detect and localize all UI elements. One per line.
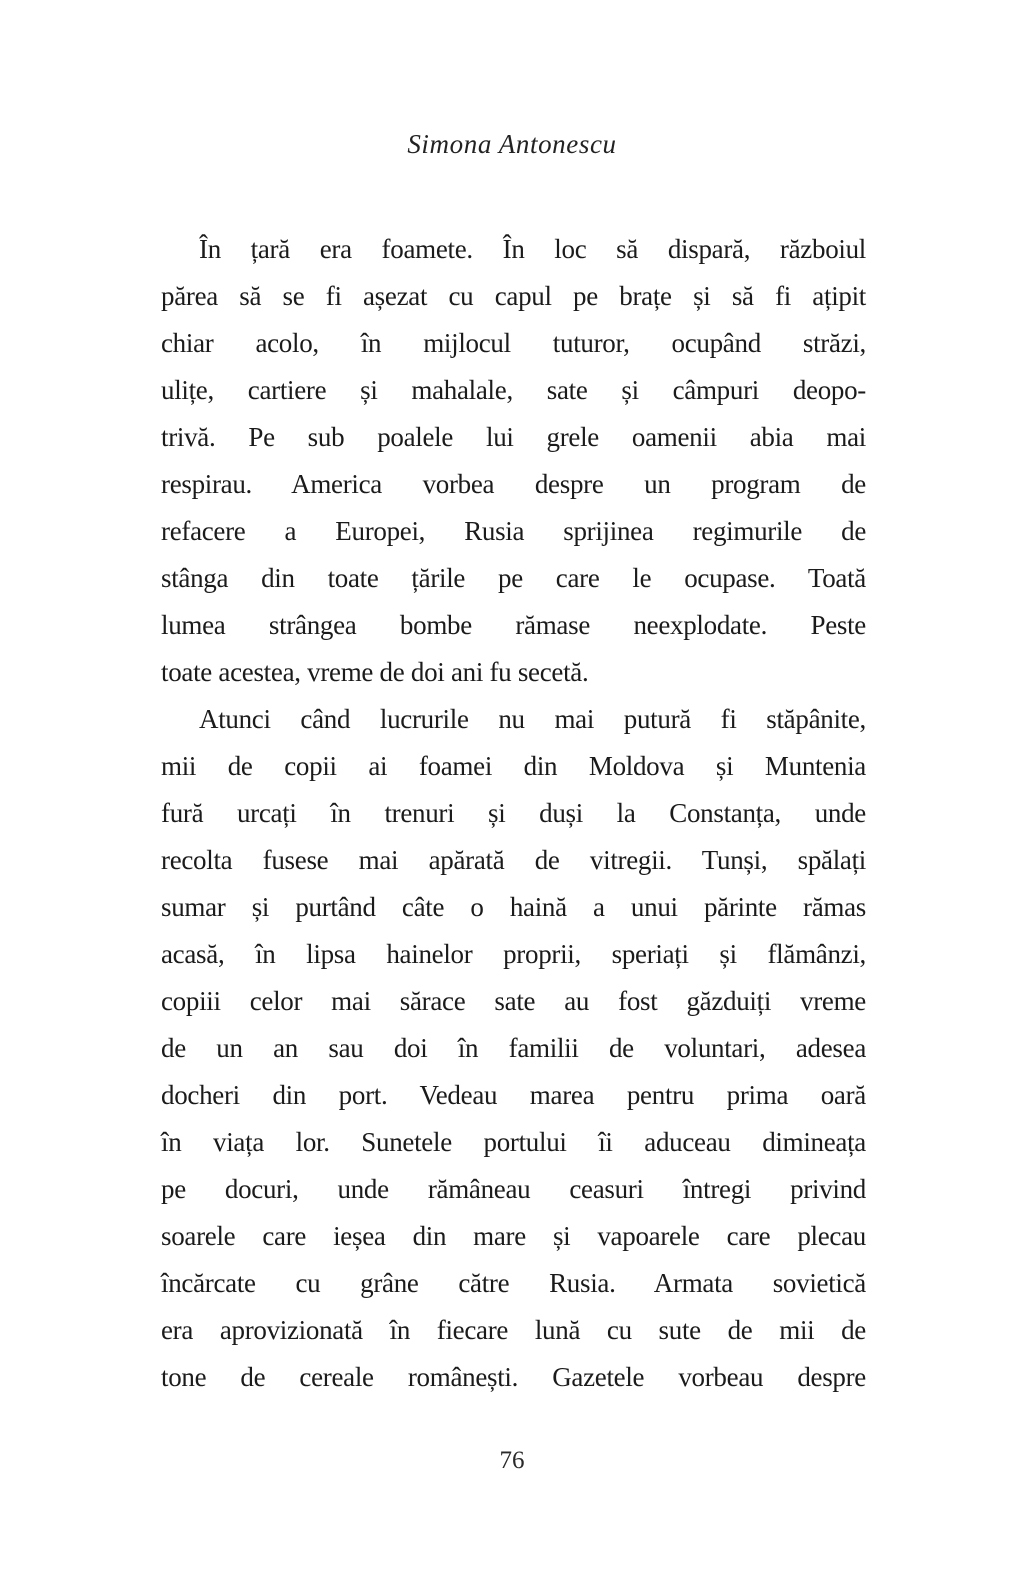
text-line: era aprovizionată în fiecare lună cu sute de mii de xyxy=(161,1315,866,1345)
text-line: părea să se fi așezat cu capul pe brațe și să fi ațipit xyxy=(161,281,866,311)
text-line: chiar acolo, în mijlocul tuturor, ocupând străzi, xyxy=(161,328,866,358)
text-line: ulițe, cartiere și mahalale, sate și câmpuri deopo- xyxy=(161,375,866,405)
text-line: soarele care ieșea din mare și vapoarele care plecau xyxy=(161,1221,866,1251)
text-line: docheri din port. Vedeau marea pentru prima oară xyxy=(161,1080,866,1110)
text-line: stânga din toate țările pe care le ocupase. Toată xyxy=(161,563,866,593)
text-line: respirau. America vorbea despre un program de xyxy=(161,469,866,499)
text-line: sumar și purtând câte o haină a unui părinte rămas xyxy=(161,892,866,922)
paragraph xyxy=(161,696,866,1401)
body-text xyxy=(161,226,866,1401)
text-line: refacere a Europei, Rusia sprijinea regimurile de xyxy=(161,516,866,546)
text-line: trivă. Pe sub poalele lui grele oamenii abia mai xyxy=(161,422,866,452)
text-line: pe docuri, unde rămâneau ceasuri întregi privind xyxy=(161,1174,866,1204)
text-line: de un an sau doi în familii de voluntari, adesea xyxy=(161,1033,866,1063)
page-number: 76 xyxy=(499,1447,525,1474)
text-line: tone de cereale românești. Gazetele vorbeau despre xyxy=(161,1362,866,1392)
text-line: acasă, în lipsa hainelor proprii, speriați și flămânzi, xyxy=(161,939,866,969)
text-line: În țară era foamete. În loc să dispară, războiul xyxy=(199,234,866,264)
text-line: Atunci când lucrurile nu mai putură fi stăpânite, xyxy=(199,704,866,734)
text-line: mii de copii ai foamei din Moldova și Muntenia xyxy=(161,751,866,781)
paragraph xyxy=(161,226,866,696)
text-line: fură urcați în trenuri și duși la Constanța, unde xyxy=(161,798,866,828)
text-line: copiii celor mai sărace sate au fost găzduiți vreme xyxy=(161,986,866,1016)
text-line: încărcate cu grâne către Rusia. Armata sovietică xyxy=(161,1268,866,1298)
text-line: toate acestea, vreme de doi ani fu secetă. xyxy=(161,657,589,687)
running-header-author: Simona Antonescu xyxy=(407,129,617,159)
text-line: în viața lor. Sunetele portului îi aduceau dimineața xyxy=(161,1127,866,1157)
text-line: recolta fusese mai apărată de vitregii. Tunși, spălați xyxy=(161,845,866,875)
text-line: lumea strângea bombe rămase neexplodate. Peste xyxy=(161,610,866,640)
